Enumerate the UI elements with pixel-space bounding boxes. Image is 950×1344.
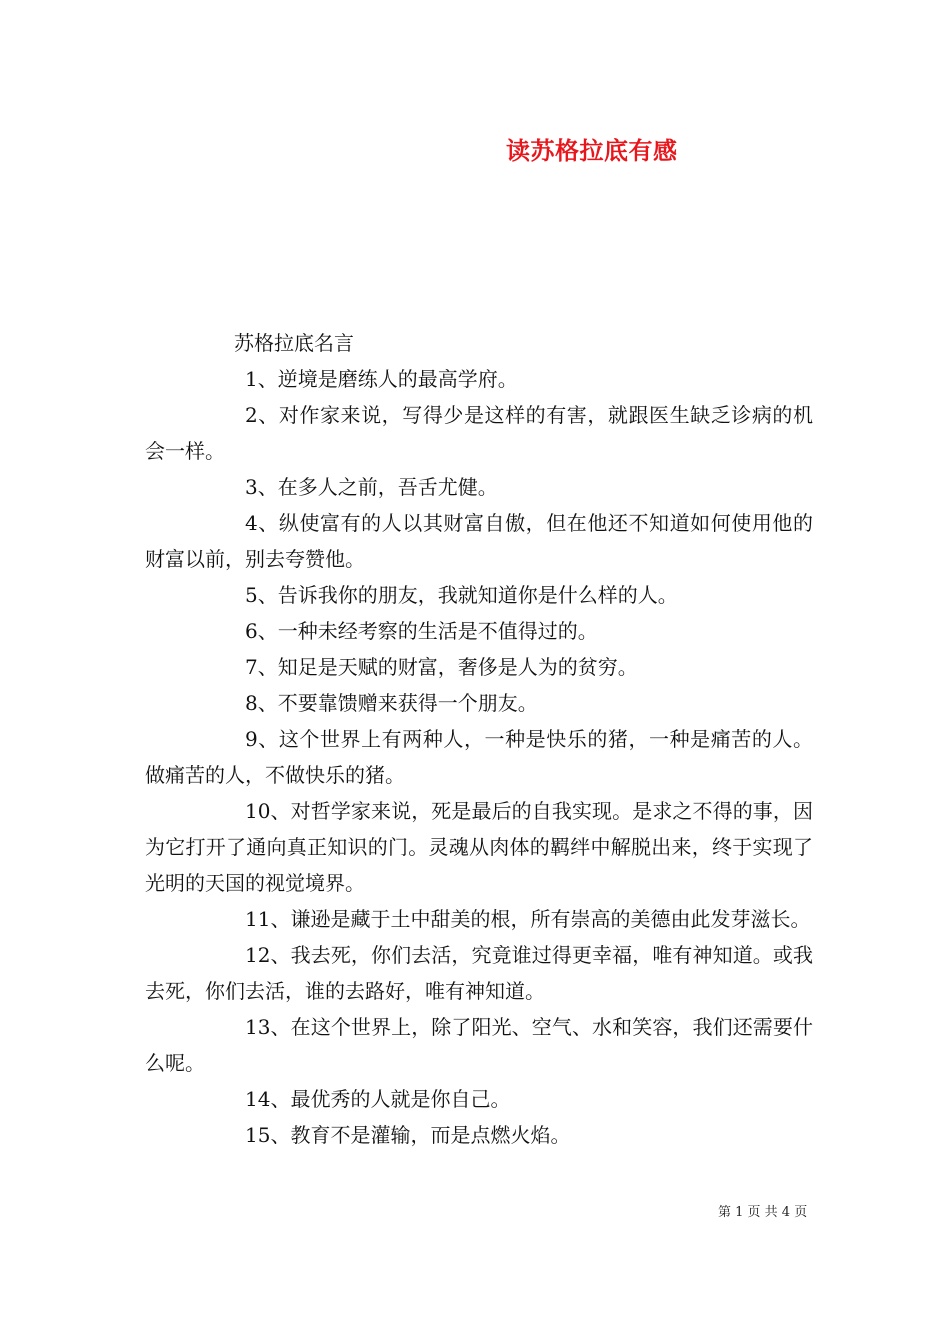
quote-item-3: 3、在多人之前，吾舌尤健。 xyxy=(245,475,498,499)
quote-item-4: 4、纵使富有的人以其财富自傲，但在他还不知道如何使用他的财富以前，别去夸赞他。 xyxy=(145,511,813,571)
quote-item-6: 6、一种未经考察的生活是不值得过的。 xyxy=(245,619,598,643)
quote-item-8: 8、不要靠馈赠来获得一个朋友。 xyxy=(245,691,538,715)
quote-item-15: 15、教育不是灌输，而是点燃火焰。 xyxy=(245,1123,571,1147)
document-title: 读苏格拉底有感 xyxy=(506,136,678,165)
section-heading: 苏格拉底名言 xyxy=(234,331,354,355)
quote-item-11: 11、谦逊是藏于土中甜美的根，所有崇高的美德由此发芽滋长。 xyxy=(245,907,811,931)
quote-item-14: 14、最优秀的人就是你自己。 xyxy=(245,1087,511,1111)
page-number-footer: 第 1 页 共 4 页 xyxy=(718,1205,808,1220)
quote-item-5: 5、告诉我你的朋友，我就知道你是什么样的人。 xyxy=(245,583,678,607)
quote-item-2: 2、对作家来说，写得少是这样的有害，就跟医生缺乏诊病的机会一样。 xyxy=(145,403,813,463)
document-body xyxy=(145,325,813,1153)
quote-item-13: 13、在这个世界上，除了阳光、空气、水和笑容，我们还需要什么呢。 xyxy=(145,1015,813,1075)
quote-item-7: 7、知足是天赋的财富，奢侈是人为的贫穷。 xyxy=(245,655,638,679)
quote-item-12: 12、我去死，你们去活，究竟谁过得更幸福，唯有神知道。或我去死，你们去活，谁的去路好，唯有神知道。 xyxy=(145,943,813,1003)
quote-item-9: 9、这个世界上有两种人，一种是快乐的猪，一种是痛苦的人。做痛苦的人，不做快乐的猪。 xyxy=(145,727,813,787)
quote-item-1: 1、逆境是磨练人的最高学府。 xyxy=(245,367,518,391)
quote-item-10: 10、对哲学家来说，死是最后的自我实现。是求之不得的事，因为它打开了通向真正知识的门。灵魂从肉体的羁绊中解脱出来，终于实现了光明的天国的视觉境界。 xyxy=(145,799,813,895)
